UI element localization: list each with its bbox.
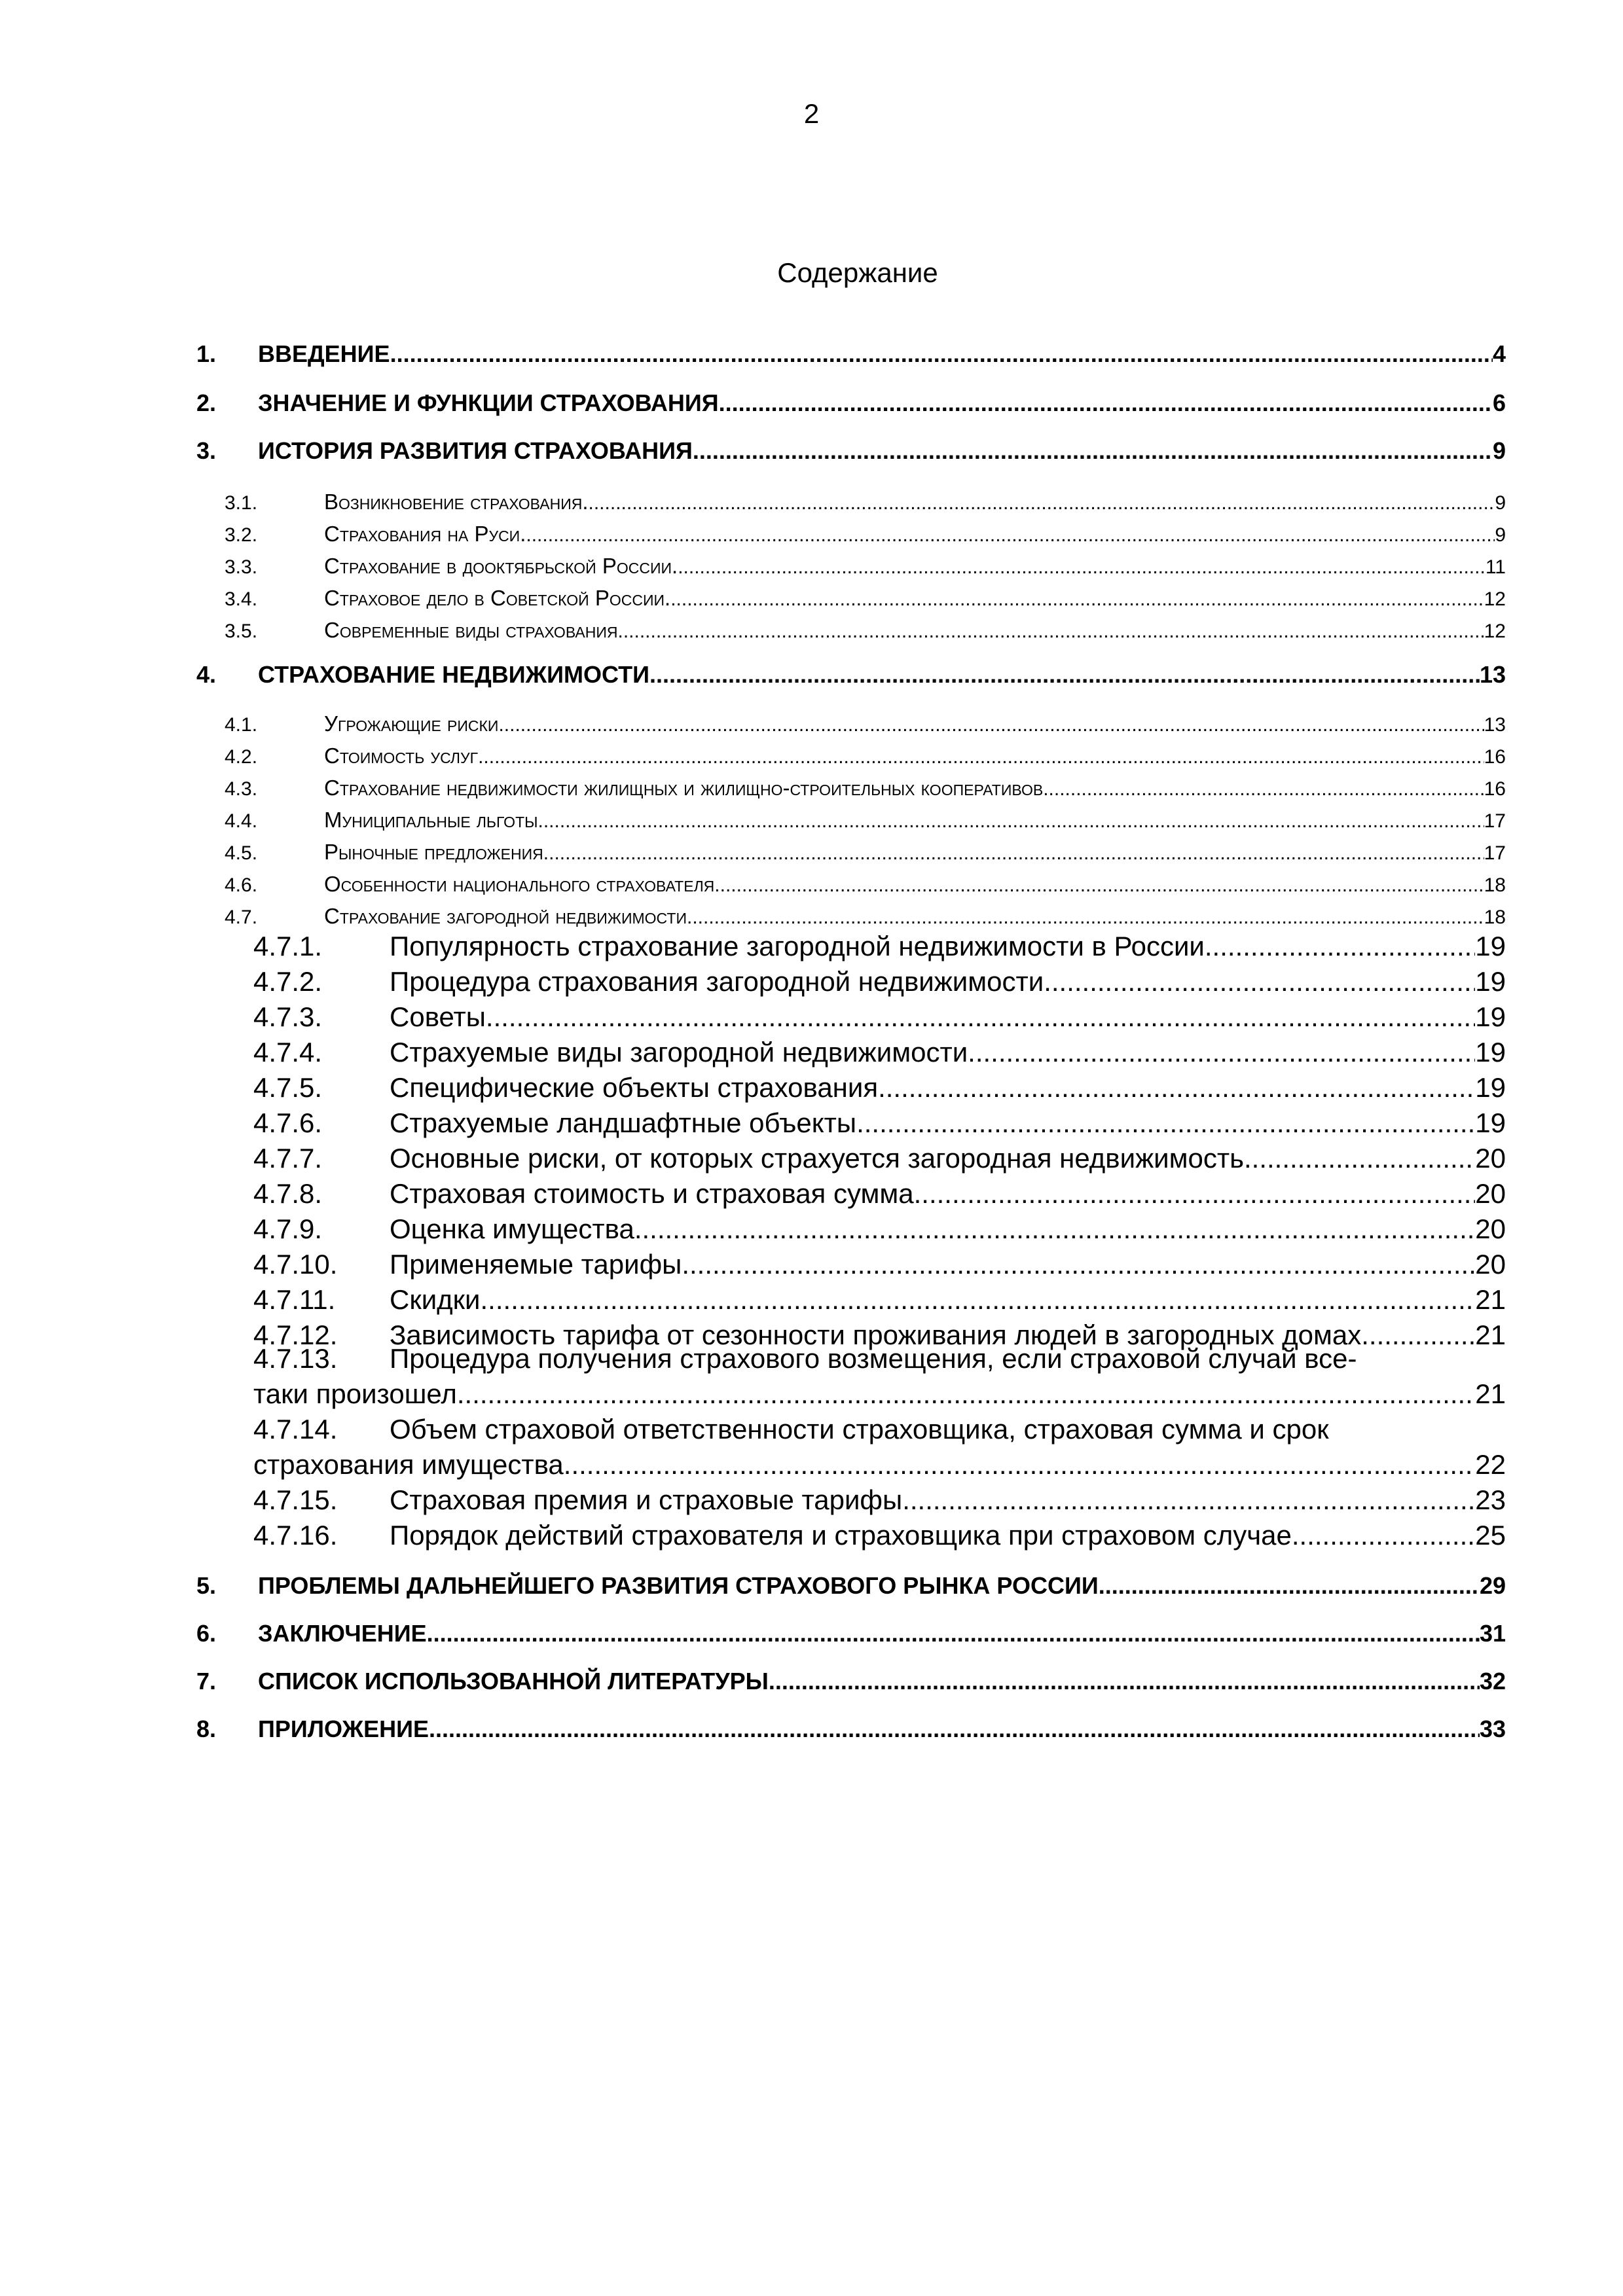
toc-label: СПИСОК ИСПОЛЬЗОВАННОЙ ЛИТЕРАТУРЫ [258,1668,769,1695]
toc-page: 19 [1475,1037,1506,1067]
toc-label: Страхование загородной недвижимости [324,904,687,928]
toc-number: 4.5. [225,842,258,864]
toc-entry-8[interactable] [196,1715,1506,1747]
page-number: 2 [803,98,820,129]
toc-label: Зависимость тарифа от сезонности проживания людей в загородных домах [390,1319,1362,1350]
toc-entry-7[interactable] [196,1668,1506,1699]
toc-page: 16 [1484,778,1506,800]
toc-label: Объем страховой ответственности страховщика, страховая сумма и срок [390,1414,1329,1444]
toc-entry-4-7-1[interactable] [253,931,1506,965]
toc-entry-4-7-10[interactable] [253,1249,1506,1283]
toc-entry-4-6[interactable] [225,872,1506,899]
toc-number: 4.7.10. [253,1249,338,1280]
toc-entry-4-7[interactable] [225,904,1506,931]
toc-entry-4-7-13[interactable] [253,1378,1506,1412]
toc-entry-4-7-5[interactable] [253,1072,1506,1106]
dot-leader [1044,966,1475,997]
toc-entry-4-7-4[interactable] [253,1037,1506,1071]
toc-label: Стоимость услуг [324,744,479,768]
dot-leader [589,492,1495,514]
toc-page: 20 [1475,1213,1506,1244]
dot-leader [1244,1143,1475,1174]
toc-number: 4. [196,661,217,688]
dot-leader [856,1107,1475,1139]
dot-leader [1292,1520,1475,1551]
toc-page: 21 [1475,1284,1506,1315]
toc-page: 19 [1475,966,1506,997]
toc-number: 3. [196,437,217,464]
toc-label: ПРИЛОЖЕНИЕ [258,1715,429,1742]
toc-number: 4.7.15. [253,1484,338,1515]
toc-entry-4-7-9[interactable] [253,1213,1506,1247]
toc-label: Основные риски, от которых страхуется загородная недвижимость [390,1143,1244,1174]
toc-entry-4-5[interactable] [225,840,1506,867]
toc-label: ВВЕДЕНИЕ [258,340,390,367]
dot-leader [498,714,1484,736]
toc-entry-6[interactable] [196,1620,1506,1651]
toc-number: 4.7.16. [253,1520,338,1551]
toc-number: 4.7.14. [253,1414,338,1444]
toc-entry-4-7-14[interactable] [253,1449,1506,1483]
toc-number: 4.7.9. [253,1213,323,1244]
toc-entry-4-7-14-line1[interactable] [253,1414,1329,1445]
toc-entry-3-5[interactable] [225,618,1506,645]
toc-page: 13 [1479,661,1506,688]
toc-label: Страхование в дооктябрьской России. [324,554,678,578]
toc-number: 5. [196,1572,217,1599]
toc-page: 9 [1495,492,1506,514]
dot-leader [968,1037,1475,1068]
toc-label: Страхуемые ландшафтные объекты [390,1107,857,1138]
toc-entry-4-7-13-line1[interactable] [253,1343,1357,1374]
toc-page: 17 [1484,810,1506,832]
toc-entry-4-3[interactable] [225,776,1506,803]
dot-leader [429,1715,1480,1743]
dot-leader [564,1449,1475,1480]
toc-page: 16 [1484,746,1506,768]
toc-number: 4.3. [225,778,258,800]
toc-number: 3.1. [225,492,258,514]
toc-label: Страхование недвижимости жилищных и жилищно-строительных кооперативов [324,776,1044,800]
toc-number: 4.1. [225,714,258,736]
toc-entry-3-4[interactable] [225,586,1506,613]
toc-label: ЗНАЧЕНИЕ И ФУНКЦИИ СТРАХОВАНИЯ [258,389,719,416]
toc-entry-3-3[interactable] [225,554,1506,581]
toc-label: Современные виды страхования [324,618,618,642]
dot-leader [719,389,1493,417]
toc-number: 6. [196,1620,217,1647]
dot-leader [390,340,1493,368]
toc-entry-3-2[interactable] [225,522,1506,549]
toc-label: ИСТОРИЯ РАЗВИТИЯ СТРАХОВАНИЯ [258,437,693,464]
dot-leader [693,437,1493,465]
toc-page: 9 [1495,524,1506,546]
toc-page: 33 [1479,1715,1506,1742]
toc-page: 23 [1475,1484,1506,1515]
toc-page: 6 [1492,389,1506,416]
toc-entry-4-2[interactable] [225,744,1506,771]
toc-title: Содержание [777,257,938,288]
toc-page: 19 [1475,1107,1506,1138]
toc-label: Муниципальные льготы [324,808,538,832]
dot-leader [902,1484,1475,1516]
toc-label: Возникновение страхования. [324,490,589,514]
dot-leader [478,746,1484,768]
toc-page: 18 [1484,874,1506,896]
toc-entry-5[interactable] [196,1572,1506,1604]
toc-page: 13 [1484,714,1506,736]
toc-page: 11 [1485,556,1506,578]
toc-entry-4-7-3[interactable] [253,1001,1506,1035]
dot-leader [649,661,1480,689]
toc-page: 19 [1475,931,1506,961]
toc-label: Процедура страхования загородной недвижимости [390,966,1044,997]
toc-number: 4.7.12. [253,1319,338,1350]
toc-entry-1[interactable] [196,340,1506,372]
toc-number: 3.2. [225,524,258,546]
toc-label: Популярность страхование загородной недвижимости в России [390,931,1205,961]
toc-page: 21 [1475,1378,1506,1409]
toc-entry-4-7-15[interactable] [253,1484,1506,1518]
toc-number: 4.7.11. [253,1284,336,1315]
toc-label: СТРАХОВАНИЕ НЕДВИЖИМОСТИ [258,661,650,688]
toc-page: 20 [1475,1143,1506,1174]
toc-number: 4.7.13. [253,1343,338,1374]
toc-label: Советы [390,1001,486,1032]
toc-label: Применяемые тарифы [390,1249,682,1280]
toc-number: 2. [196,389,217,416]
toc-entry-4-7-2[interactable] [253,966,1506,1000]
toc-entry-4[interactable] [196,661,1506,692]
toc-page: 4 [1492,340,1506,367]
toc-label: Страховое дело в Советской России. [324,586,671,610]
toc-page: 12 [1484,620,1506,642]
toc-number: 8. [196,1715,217,1742]
toc-label: Особенности национального страхователя [324,872,715,896]
toc-label: Угрожающие риски [324,711,499,736]
dot-leader [1043,778,1484,800]
toc-page: 29 [1479,1572,1506,1599]
toc-page: 20 [1475,1249,1506,1280]
toc-page: 20 [1475,1178,1506,1209]
toc-page: 19 [1475,1072,1506,1103]
toc-label: Страхуемые виды загородной недвижимости [390,1037,968,1067]
toc-label: Процедура получения страхового возмещения, если страховой случай все- [390,1343,1357,1374]
toc-entry-4-4[interactable] [225,808,1506,835]
toc-number: 4.4. [225,810,258,832]
dot-leader [878,1072,1475,1103]
toc-page: 17 [1484,842,1506,864]
dot-leader [543,842,1484,865]
toc-label: Рыночные предложения [324,840,543,864]
toc-number: 1. [196,340,217,367]
toc-number: 4.7.7. [253,1143,323,1174]
toc-entry-3[interactable] [196,437,1506,469]
toc-label: Оценка имущества [390,1213,634,1244]
dot-leader [687,906,1484,929]
toc-label: ЗАКЛЮЧЕНИЕ [258,1620,427,1647]
toc-page: 31 [1479,1620,1506,1647]
dot-leader [618,620,1484,643]
toc-label: Страховая стоимость и страховая сумма. [390,1178,922,1209]
toc-label: Порядок действий страхователя и страховщика при страховом случае [390,1520,1292,1551]
dot-leader [634,1213,1475,1245]
toc-label-continued: страхования имущества [253,1449,564,1480]
toc-label: Специфические объекты страхования [390,1072,879,1103]
toc-entry-3-1[interactable] [225,490,1506,517]
toc-label-continued: таки произошел [253,1378,457,1409]
toc-number: 4.7. [225,906,258,928]
toc-page: 12 [1484,588,1506,610]
toc-entry-4-1[interactable] [225,711,1506,739]
dot-leader [1361,1319,1475,1351]
toc-label: Страхования на Руси. [324,522,526,546]
dot-leader [714,874,1484,897]
toc-page: 21 [1475,1319,1506,1350]
toc-entry-4-7-6[interactable] [253,1107,1506,1141]
dot-leader [481,1284,1476,1316]
toc-number: 4.7.2. [253,966,323,997]
dot-leader [457,1378,1475,1410]
toc-number: 4.7.4. [253,1037,323,1067]
dot-leader [538,810,1484,833]
toc-page: 25 [1475,1520,1506,1551]
toc-number: 3.4. [225,588,258,610]
dot-leader [682,1249,1475,1280]
toc-label: Скидки [390,1284,481,1315]
toc-number: 4.7.3. [253,1001,323,1032]
dot-leader [1099,1572,1480,1600]
toc-entry-4-7-8[interactable] [253,1178,1506,1212]
dot-leader [921,1178,1475,1210]
toc-page: 19 [1475,1001,1506,1032]
dot-leader [1205,931,1475,962]
dot-leader [678,556,1486,579]
toc-entry-4-7-11[interactable] [253,1284,1506,1318]
toc-number: 3.3. [225,556,258,578]
dot-leader [670,588,1484,611]
dot-leader [526,524,1495,547]
dot-leader [769,1668,1480,1695]
toc-page: 32 [1479,1668,1506,1695]
toc-number: 4.2. [225,746,258,768]
toc-number: 4.7.8. [253,1178,323,1209]
toc-number: 4.7.1. [253,931,323,961]
toc-entry-4-7-16[interactable] [253,1520,1506,1554]
toc-number: 4.6. [225,874,258,896]
toc-page: 9 [1492,437,1506,464]
toc-number: 7. [196,1668,217,1695]
toc-page: 18 [1484,906,1506,928]
toc-entry-2[interactable] [196,389,1506,421]
toc-number: 3.5. [225,620,258,642]
toc-label: ПРОБЛЕМЫ ДАЛЬНЕЙШЕГО РАЗВИТИЯ СТРАХОВОГО РЫНКА РОССИИ [258,1572,1099,1599]
dot-leader [427,1620,1480,1647]
toc-label: Страховая премия и страховые тарифы [390,1484,903,1515]
dot-leader [486,1001,1475,1033]
toc-entry-4-7-7[interactable] [253,1143,1506,1177]
toc-number: 4.7.5. [253,1072,323,1103]
toc-number: 4.7.6. [253,1107,323,1138]
toc-page: 22 [1475,1449,1506,1480]
